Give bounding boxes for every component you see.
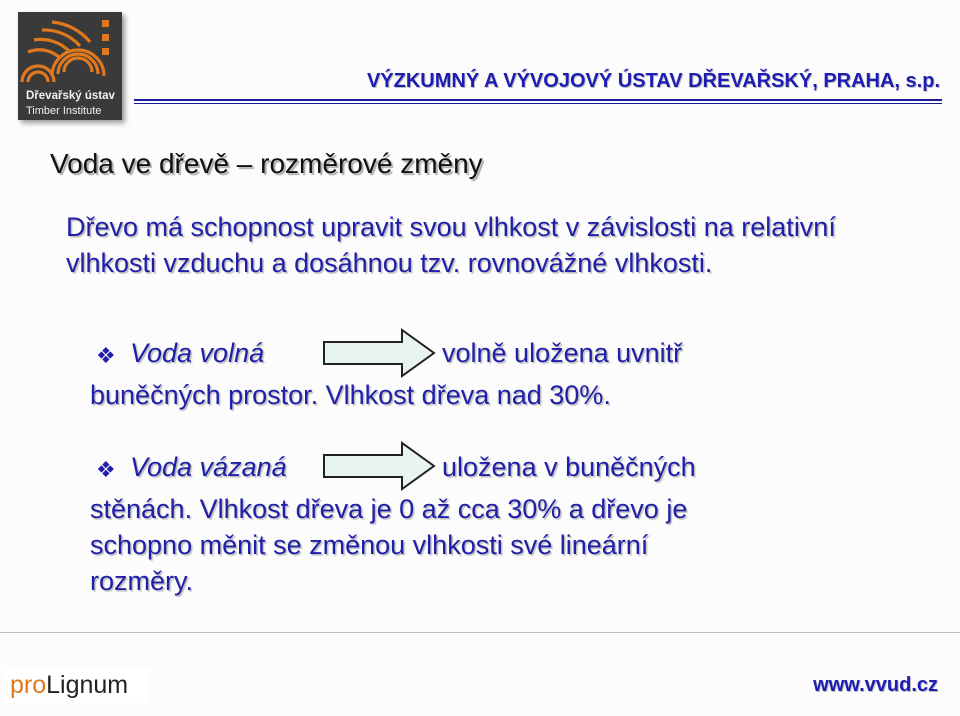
bullet-2-term <box>130 452 287 483</box>
right-arrow-icon <box>322 328 438 378</box>
bullet-term-label: Voda vázaná <box>130 452 287 482</box>
bullet-2-continuation-3: rozměry. <box>90 566 194 596</box>
logo-name-english: Timber Institute <box>26 105 102 117</box>
right-arrow-icon <box>322 441 438 491</box>
header-rule-thin <box>134 103 942 104</box>
diamond-bullet-icon: ❖ <box>96 457 116 482</box>
bullet-1-continuation-1: buněčných prostor. Vlhkost dřeva nad 30%. <box>90 380 611 410</box>
prolignum-logo <box>6 667 150 703</box>
prolignum-logo-lignum: Lignum <box>46 671 129 699</box>
intro-paragraph: Dřevo má schopnost upravit svou vlhkost v závislosti na relativní vlhkosti vzduchu a dosáhnou tzv. rovnovážné vlhkosti. <box>66 212 836 278</box>
institute-logo <box>18 12 122 120</box>
bullet-2-continuation-2: schopno měnit se změnou vlhkosti své lineární <box>90 530 649 560</box>
bullet-term-label: Voda volná <box>130 338 265 368</box>
bullet-2-after-arrow: uložena v buněčných <box>442 452 696 482</box>
institute-header: VÝZKUMNÝ A VÝVOJOVÝ ÚSTAV DŘEVAŘSKÝ, PRAHA, s.p. <box>366 70 940 92</box>
bullet-1-after-arrow: volně uložena uvnitř <box>442 338 683 368</box>
footer-rule <box>0 632 960 633</box>
diamond-bullet-icon: ❖ <box>96 343 116 368</box>
logo-arcs-icon <box>18 12 122 92</box>
bullet-2-continuation-1: stěnách. Vlhkost dřeva je 0 až cca 30% a dřevo je <box>90 494 688 524</box>
slide-title: Voda ve dřevě – rozměrové změny <box>50 148 483 179</box>
header-rule <box>134 99 942 101</box>
logo-name-czech: Dřevařský ústav <box>26 90 115 102</box>
prolignum-logo-pro: pro <box>10 671 47 699</box>
bullet-1-term <box>130 338 264 369</box>
website-link[interactable]: www.vvud.cz <box>813 674 938 696</box>
